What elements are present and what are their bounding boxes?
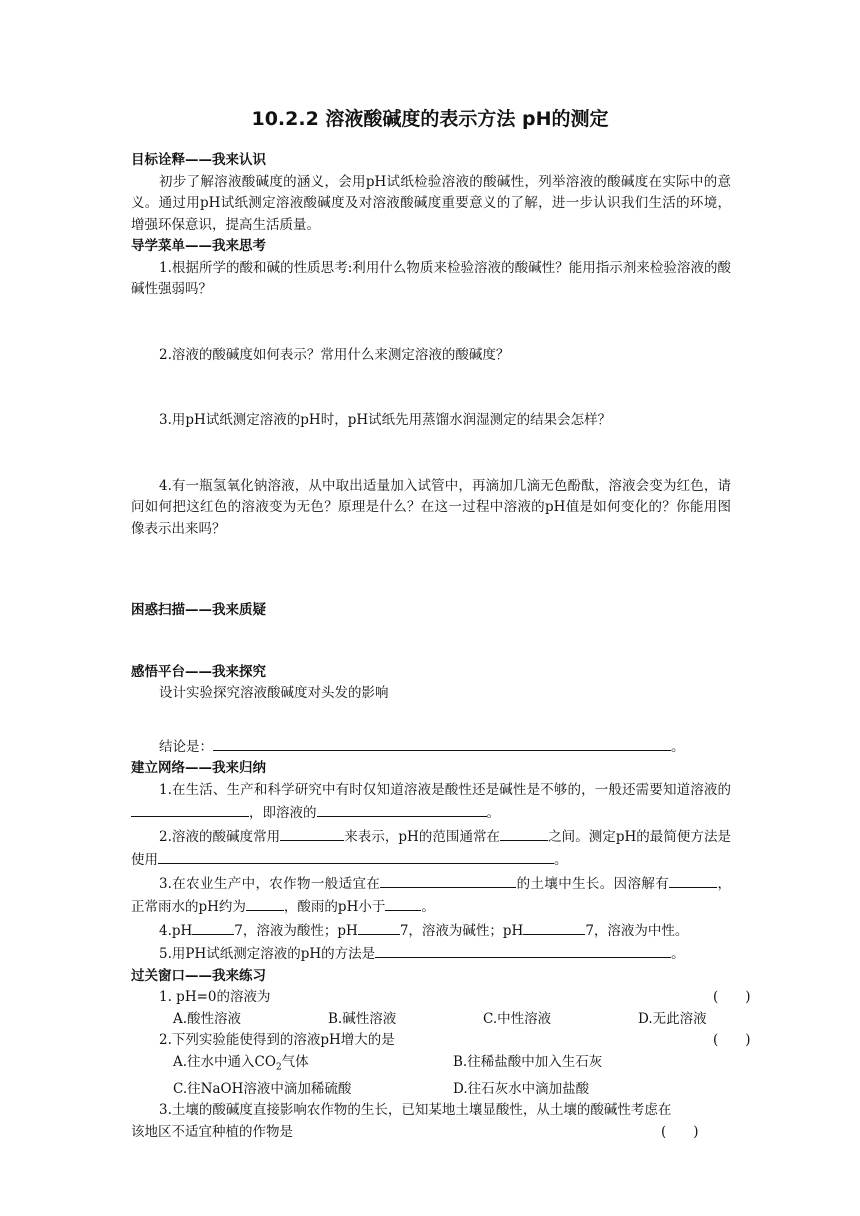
practice-question-1: 1. pH=0的溶液为 ( ) [131,987,731,1009]
section-heading-goals: 目标诠释——我来认识 [131,152,266,168]
practice-question-3-line2: 该地区不适宜种植的作物是 ( ) [131,1122,731,1144]
practice-question-3-line1: 3.土壤的酸碱度直接影响农作物的生长，已知某地土壤显酸性，从土壤的酸碱性考虑在 [159,1102,672,1119]
goals-text: 初步了解溶液酸碱度的涵义，会用pH试纸检验溶液的酸碱性，列举溶液的酸碱度在实际中的意义。通过用pH试纸测定溶液酸碱度及对溶液酸碱度重要意义的了解，进一步认识我们生活的环境，增强环保意识，提高生活质量。 [131,173,731,233]
summary-item-3: 3.在农业生产中，农作物一般适宜在 的土壤中生长。因溶解有 ，正常雨水的pH约为 ，酸雨的pH小于 。 [131,872,731,919]
guide-question-4: 4.有一瓶氢氧化钠溶液，从中取出适量加入试管中，再滴加几滴无色酚酞，溶液会变为红色，请问如何把这红色的溶液变为无色？原理是什么？在这一过程中溶液的pH值是如何变化的？你能用图像表示出来吗？ [131,477,731,537]
blank-1a[interactable] [131,801,249,817]
guide-question-3: 3.用pH试纸测定溶液的pH时，pH试纸先用蒸馏水润湿测定的结果会怎样？ [159,412,612,428]
q2-options-row1 [131,1052,731,1079]
q1-options [131,1009,731,1031]
section-heading-guide: 导学菜单——我来思考 [131,238,266,254]
q2-option-b[interactable]: B.往稀盐酸中加入生石灰 [453,1053,603,1070]
q1-option-a[interactable]: A.酸性溶液 [173,1010,242,1027]
q2-option-c[interactable]: C.往NaOH溶液中滴加稀硫酸 [173,1080,352,1097]
summary-item-2: 2.溶液的酸碱度常用 来表示，pH的范围通常在 之间。测定pH的最简便方法是使用 。 [131,825,731,872]
blank-4a[interactable] [192,919,234,935]
summary-item-5: 5.用PH试纸测定溶液的pH的方法是 。 [131,942,731,966]
blank-2c[interactable] [158,848,554,864]
blank-3b[interactable] [669,872,717,888]
blank-2a[interactable] [280,825,344,841]
page-title: 10.2.2 溶液酸碱度的表示方法 pH的测定 [251,108,609,130]
answer-paren-3[interactable]: ( ) [661,1123,699,1140]
blank-4c[interactable] [523,919,585,935]
blank-2b[interactable] [500,825,548,841]
q2-option-d[interactable]: D.往石灰水中滴加盐酸 [453,1080,590,1097]
conclusion-blank[interactable] [213,735,671,751]
worksheet-body [131,150,751,1143]
summary-item-1: 1.在生活、生产和科学研究中有时仅知道溶液是酸性还是碱性是不够的，一般还需要知道溶液的，即溶液的 。 [131,780,731,825]
guide-question-1: 1.根据所学的酸和碱的性质思考:利用什么物质来检验溶液的酸碱性？能用指示剂来检验溶液的酸碱性强弱吗？ [131,259,731,297]
q1-option-b[interactable]: B.碱性溶液 [328,1010,397,1027]
blank-5a[interactable] [375,942,671,958]
blank-3d[interactable] [385,895,421,911]
section-heading-explore: 感悟平台——我来探究 [131,663,266,680]
explore-text: 设计实验探究溶液酸碱度对头发的影响 [159,685,389,701]
guide-question-2: 2.溶液的酸碱度如何表示？常用什么来测定溶液的酸碱度？ [159,346,510,363]
summary-item-4: 4.pH 7，溶液为酸性；pH 7，溶液为碱性；pH 7，溶液为中性。 [131,919,731,943]
conclusion-label: 结论是： [159,738,213,755]
section-heading-doubts: 困惑扫描——我来质疑 [131,602,266,618]
section-heading-summary: 建立网络——我来归纳 [131,760,266,776]
q2-options-row2 [131,1079,731,1101]
blank-3c[interactable] [246,895,284,911]
conclusion-line: 结论是： 。 [131,735,731,759]
q2-option-a[interactable]: A.往水中通入$CO_2$气体 [173,1053,309,1073]
q1-option-d[interactable]: D.无此溶液 [638,1010,707,1027]
practice-question-2: 2.下列实验能使得到的溶液pH增大的是 ( ) [131,1030,731,1052]
section-heading-practice: 过关窗口——我来练习 [131,967,266,984]
answer-paren-1[interactable]: ( ) [713,989,751,1005]
q1-option-c[interactable]: C.中性溶液 [483,1010,552,1027]
answer-paren-2[interactable]: ( ) [713,1032,751,1048]
blank-3a[interactable] [380,872,516,888]
blank-1b[interactable] [317,801,487,817]
blank-4b[interactable] [358,919,400,935]
